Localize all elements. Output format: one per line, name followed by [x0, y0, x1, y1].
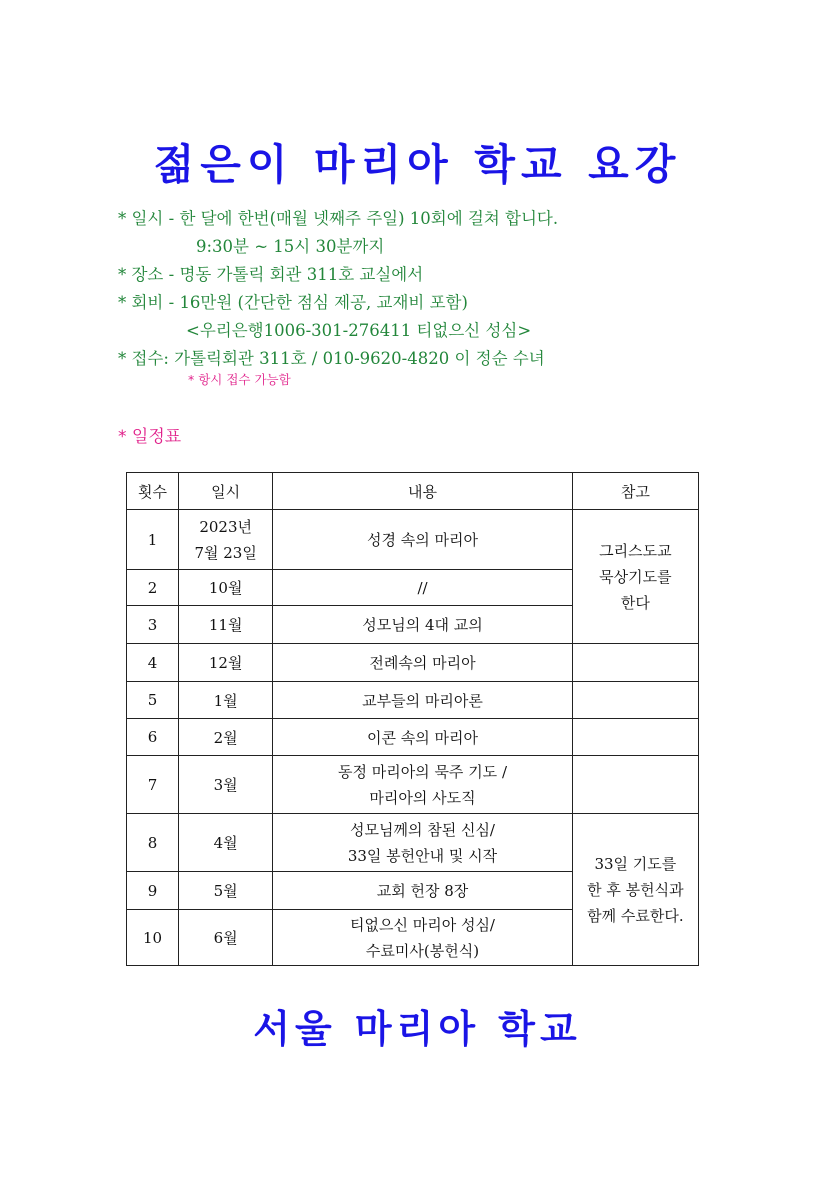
row-date: 1월	[179, 682, 273, 719]
row-number: 10	[127, 910, 179, 966]
table-row	[127, 644, 699, 682]
header-content: 내용	[273, 473, 573, 510]
row-number: 5	[127, 682, 179, 719]
info-fee: * 회비 - 16만원 (간단한 점심 제공, 교재비 포함)	[118, 293, 468, 312]
row-content: 성경 속의 마리아	[273, 510, 573, 570]
table-header-row	[127, 473, 699, 510]
row-number: 6	[127, 719, 179, 756]
row-date: 10월	[179, 570, 273, 606]
info-time: 9:30분 ~ 15시 30분까지	[196, 237, 385, 256]
row-note: 그리스도교 묵상기도를 한다	[572, 510, 698, 644]
row-date: 11월	[179, 606, 273, 644]
table-row	[127, 814, 699, 872]
row-date: 3월	[179, 756, 273, 814]
row-number: 3	[127, 606, 179, 644]
row-date: 4월	[179, 814, 273, 872]
row-number: 9	[127, 872, 179, 910]
row-number: 8	[127, 814, 179, 872]
row-content: //	[273, 570, 573, 606]
row-content: 성모님의 4대 교의	[273, 606, 573, 644]
row-date: 2023년 7월 23일	[179, 510, 273, 570]
row-date: 6월	[179, 910, 273, 966]
table-row	[127, 682, 699, 719]
header-count: 횟수	[127, 473, 179, 510]
row-note-empty	[572, 644, 698, 682]
row-content: 이콘 속의 마리아	[273, 719, 573, 756]
table-row	[127, 719, 699, 756]
row-content: 교회 헌장 8장	[273, 872, 573, 910]
info-block	[118, 205, 558, 373]
row-content: 성모님께의 참된 신심/ 33일 봉헌안내 및 시작	[273, 814, 573, 872]
row-number: 7	[127, 756, 179, 814]
row-note-empty	[572, 682, 698, 719]
row-note: 33일 기도를 한 후 봉헌식과 함께 수료한다.	[572, 814, 698, 966]
row-number: 4	[127, 644, 179, 682]
info-register: * 접수: 가톨릭회관 311호 / 010-9620-4820 이 정순 수녀	[118, 349, 545, 368]
row-content: 교부들의 마리아론	[273, 682, 573, 719]
table-row	[127, 756, 699, 814]
table-row	[127, 510, 699, 570]
row-date: 12월	[179, 644, 273, 682]
info-date: * 일시 - 한 달에 한번(매월 넷째주 주일) 10회에 걸쳐 합니다.	[118, 209, 559, 228]
info-place: * 장소 - 명동 가톨릭 회관 311호 교실에서	[118, 265, 424, 284]
row-note-empty	[572, 756, 698, 814]
info-account: <우리은행1006-301-276411 티없으신 성심>	[186, 321, 532, 340]
school-name-footer: 서울 마리아 학교	[253, 1007, 582, 1051]
row-number: 1	[127, 510, 179, 570]
row-number: 2	[127, 570, 179, 606]
always-open-note: * 항시 접수 가능함	[188, 372, 291, 387]
schedule-label: * 일정표	[118, 427, 182, 447]
header-note: 참고	[572, 473, 698, 510]
header-date: 일시	[179, 473, 273, 510]
row-date: 2월	[179, 719, 273, 756]
row-content: 티없으신 마리아 성심/ 수료미사(봉헌식)	[273, 910, 573, 966]
row-content: 전례속의 마리아	[273, 644, 573, 682]
row-date: 5월	[179, 872, 273, 910]
row-content: 동정 마리아의 묵주 기도 / 마리아의 사도직	[273, 756, 573, 814]
schedule-table	[126, 472, 699, 966]
row-note-empty	[572, 719, 698, 756]
page-title: 젊은이 마리아 학교 요강	[153, 140, 682, 189]
